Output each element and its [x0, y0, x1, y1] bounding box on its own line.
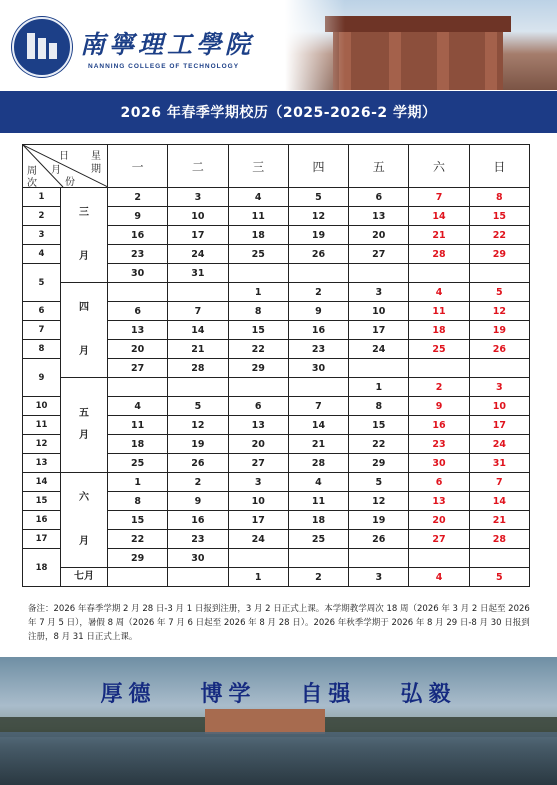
date-cell-weekend: 5: [469, 568, 529, 587]
date-cell: 25: [108, 454, 168, 473]
date-cell: 2: [288, 568, 348, 587]
corner-label-week: 周: [27, 166, 37, 177]
date-cell: 22: [349, 435, 409, 454]
month-cell-march: [61, 188, 108, 283]
month-label: 五 月: [79, 408, 89, 441]
school-calendar-table: [22, 144, 530, 587]
month-label: 三 月: [79, 207, 89, 262]
date-cell: 31: [168, 264, 228, 283]
week-number-cell: 6: [23, 302, 61, 321]
month-cell-june: [61, 473, 108, 568]
date-cell: 23: [108, 245, 168, 264]
table-row: [23, 378, 530, 397]
date-cell: 8: [228, 302, 288, 321]
date-cell: 16: [168, 511, 228, 530]
date-cell: [108, 568, 168, 587]
date-cell: 26: [349, 530, 409, 549]
date-cell-weekend: 3: [469, 378, 529, 397]
date-cell: 18: [288, 511, 348, 530]
date-cell: 27: [108, 359, 168, 378]
date-cell: 8: [349, 397, 409, 416]
date-cell: [288, 549, 348, 568]
date-cell: 30: [288, 359, 348, 378]
date-cell: 24: [349, 340, 409, 359]
date-cell: 11: [228, 207, 288, 226]
date-cell: 18: [108, 435, 168, 454]
date-cell: 15: [349, 416, 409, 435]
week-number-cell: 14: [23, 473, 61, 492]
week-number-cell: 16: [23, 511, 61, 530]
date-cell: 13: [228, 416, 288, 435]
date-cell-weekend: 15: [469, 207, 529, 226]
date-cell: 9: [288, 302, 348, 321]
table-header-row: [23, 145, 530, 188]
date-cell: [288, 378, 348, 397]
date-cell: 17: [349, 321, 409, 340]
date-cell-weekend: 4: [409, 283, 469, 302]
date-cell-weekend: 24: [469, 435, 529, 454]
date-cell: 22: [228, 340, 288, 359]
date-cell: 18: [228, 226, 288, 245]
date-cell: [108, 283, 168, 302]
date-cell: 29: [228, 359, 288, 378]
month-cell-may: [61, 378, 108, 473]
date-cell: 27: [228, 454, 288, 473]
date-cell: 16: [288, 321, 348, 340]
date-cell-weekend: 21: [409, 226, 469, 245]
date-cell: 3: [228, 473, 288, 492]
motto-word: 博学: [200, 682, 257, 707]
date-cell: 16: [108, 226, 168, 245]
date-cell: 17: [228, 511, 288, 530]
date-cell: [349, 549, 409, 568]
date-cell-weekend: 28: [469, 530, 529, 549]
campus-lake-photo-footer: [0, 657, 557, 785]
date-cell: 7: [168, 302, 228, 321]
date-cell-weekend: 2: [409, 378, 469, 397]
school-motto: [0, 677, 557, 708]
date-cell: 26: [288, 245, 348, 264]
date-cell: [228, 549, 288, 568]
date-cell: 27: [349, 245, 409, 264]
date-cell: 24: [228, 530, 288, 549]
date-cell-weekend: [409, 264, 469, 283]
date-cell-weekend: [409, 359, 469, 378]
month-cell-april: [61, 283, 108, 378]
date-cell: 20: [228, 435, 288, 454]
month-label: 六 月: [79, 492, 89, 547]
school-name-cn: 南寧理工學院: [80, 30, 255, 59]
date-cell: 3: [168, 188, 228, 207]
date-cell: 1: [228, 283, 288, 302]
date-cell: 13: [108, 321, 168, 340]
date-cell-weekend: [409, 549, 469, 568]
corner-label-ci: 次: [27, 178, 37, 189]
date-cell-weekend: 4: [409, 568, 469, 587]
date-cell-weekend: 23: [409, 435, 469, 454]
date-cell-weekend: 28: [409, 245, 469, 264]
table-row: [23, 188, 530, 207]
date-cell-weekend: [469, 549, 529, 568]
date-cell: 15: [228, 321, 288, 340]
date-cell: [228, 378, 288, 397]
date-cell: 28: [168, 359, 228, 378]
week-number-cell: 17: [23, 530, 61, 549]
date-cell: 7: [288, 397, 348, 416]
date-cell-weekend: 6: [409, 473, 469, 492]
weekday-header-sat: 六: [409, 145, 469, 188]
date-cell: 13: [349, 207, 409, 226]
date-cell: 2: [288, 283, 348, 302]
weekday-header-thu: 四: [288, 145, 348, 188]
week-number-cell: 3: [23, 226, 61, 245]
date-cell: 9: [168, 492, 228, 511]
date-cell: 8: [108, 492, 168, 511]
date-cell: 19: [288, 226, 348, 245]
date-cell: 5: [288, 188, 348, 207]
date-cell: 9: [108, 207, 168, 226]
date-cell-weekend: 21: [469, 511, 529, 530]
date-cell: 4: [288, 473, 348, 492]
week-number-cell: 11: [23, 416, 61, 435]
page-header: [0, 0, 557, 90]
date-cell: 30: [108, 264, 168, 283]
school-name-en: NANNING COLLEGE OF TECHNOLOGY: [88, 63, 240, 70]
date-cell: 5: [168, 397, 228, 416]
week-number-cell: 2: [23, 207, 61, 226]
week-number-cell: 12: [23, 435, 61, 454]
date-cell-weekend: 14: [409, 207, 469, 226]
corner-label-qi: 期: [91, 164, 101, 175]
month-label: 四 月: [79, 302, 89, 357]
date-cell: 6: [349, 188, 409, 207]
date-cell-weekend: 25: [409, 340, 469, 359]
date-cell: 2: [168, 473, 228, 492]
date-cell: 3: [349, 283, 409, 302]
footer-lake: [0, 732, 557, 785]
date-cell: 6: [108, 302, 168, 321]
corner-label-month: 月: [51, 165, 61, 176]
date-cell: 20: [349, 226, 409, 245]
date-cell: 10: [349, 302, 409, 321]
date-cell-weekend: 19: [469, 321, 529, 340]
table-row: [23, 568, 530, 587]
date-cell: 20: [108, 340, 168, 359]
weekday-header-tue: 二: [168, 145, 228, 188]
date-cell: 2: [108, 188, 168, 207]
date-cell: 11: [108, 416, 168, 435]
table-row: [23, 473, 530, 492]
calendar-title-band: [0, 91, 557, 133]
month-cell-july: 七月: [61, 568, 108, 587]
calendar-note: 备注：2026 年春季学期 2 月 28 日-3 月 1 日报到注册，3 月 2 日正式上课。本学期教学周次 18 周（2026 年 3 月 2 日起至 2026 年 7 月 5 日），暑假 8 周（2026 年 7 月 6 日起至 2026 年 8 月 28 日）。2026 年秋季学期于 2026 年 8 月 29 日-8 月 30 日报到注册，8 月 31 日正式上课。: [28, 604, 530, 642]
date-cell: [288, 264, 348, 283]
date-cell: [349, 264, 409, 283]
date-cell: 30: [168, 549, 228, 568]
weekday-header-sun: 日: [469, 145, 529, 188]
date-cell-weekend: 8: [469, 188, 529, 207]
table-corner-cell: [23, 145, 108, 188]
date-cell: [108, 378, 168, 397]
date-cell: 10: [228, 492, 288, 511]
date-cell: 1: [228, 568, 288, 587]
weekday-header-fri: 五: [349, 145, 409, 188]
date-cell: 10: [168, 207, 228, 226]
date-cell: 19: [349, 511, 409, 530]
weekday-header-mon: 一: [108, 145, 168, 188]
date-cell-weekend: 31: [469, 454, 529, 473]
date-cell-weekend: 20: [409, 511, 469, 530]
week-number-cell: 13: [23, 454, 61, 473]
date-cell: 4: [228, 188, 288, 207]
footer-building: [205, 709, 325, 734]
date-cell-weekend: [469, 264, 529, 283]
date-cell-weekend: 30: [409, 454, 469, 473]
date-cell: [168, 283, 228, 302]
date-cell: 4: [108, 397, 168, 416]
date-cell-weekend: [469, 359, 529, 378]
date-cell: 12: [349, 492, 409, 511]
date-cell-weekend: 14: [469, 492, 529, 511]
date-cell: 15: [108, 511, 168, 530]
date-cell-weekend: 17: [469, 416, 529, 435]
date-cell: 21: [168, 340, 228, 359]
date-cell-weekend: 26: [469, 340, 529, 359]
date-cell: 11: [288, 492, 348, 511]
week-number-cell: 5: [23, 264, 61, 302]
date-cell: 22: [108, 530, 168, 549]
date-cell: 24: [168, 245, 228, 264]
date-cell: 25: [228, 245, 288, 264]
date-cell-weekend: 11: [409, 302, 469, 321]
week-number-cell: 1: [23, 188, 61, 207]
date-cell-weekend: 16: [409, 416, 469, 435]
date-cell-weekend: 9: [409, 397, 469, 416]
week-number-cell: 9: [23, 359, 61, 397]
date-cell: 21: [288, 435, 348, 454]
table-row: [23, 283, 530, 302]
date-cell-weekend: 5: [469, 283, 529, 302]
week-number-cell: 18: [23, 549, 61, 587]
date-cell: 6: [228, 397, 288, 416]
date-cell: 14: [168, 321, 228, 340]
date-cell: 14: [288, 416, 348, 435]
date-cell: 25: [288, 530, 348, 549]
school-emblem-logo: [12, 17, 72, 77]
date-cell: 23: [168, 530, 228, 549]
date-cell: [168, 568, 228, 587]
date-cell-weekend: 7: [409, 188, 469, 207]
date-cell-weekend: 12: [469, 302, 529, 321]
date-cell-weekend: 7: [469, 473, 529, 492]
week-number-cell: 8: [23, 340, 61, 359]
date-cell: 1: [349, 378, 409, 397]
weekday-header-wed: 三: [228, 145, 288, 188]
corner-label-xing: 星: [91, 151, 101, 162]
week-number-cell: 15: [23, 492, 61, 511]
date-cell: 26: [168, 454, 228, 473]
date-cell-weekend: 18: [409, 321, 469, 340]
date-cell: 12: [288, 207, 348, 226]
date-cell-weekend: 22: [469, 226, 529, 245]
date-cell-weekend: 10: [469, 397, 529, 416]
date-cell: 19: [168, 435, 228, 454]
date-cell: 17: [168, 226, 228, 245]
corner-label-day: 日: [59, 151, 69, 162]
corner-label-fen: 份: [65, 177, 75, 188]
date-cell: 28: [288, 454, 348, 473]
date-cell: 3: [349, 568, 409, 587]
week-number-cell: 4: [23, 245, 61, 264]
date-cell-weekend: 27: [409, 530, 469, 549]
date-cell: 23: [288, 340, 348, 359]
motto-word: 弘毅: [400, 682, 457, 707]
date-cell: [228, 264, 288, 283]
date-cell-weekend: 29: [469, 245, 529, 264]
date-cell: [349, 359, 409, 378]
date-cell-weekend: 13: [409, 492, 469, 511]
motto-word: 自强: [300, 682, 357, 707]
date-cell: 12: [168, 416, 228, 435]
week-number-cell: 10: [23, 397, 61, 416]
calendar-title: 2026 年春季学期校历（2025-2026-2 学期）: [120, 105, 437, 121]
campus-gate-photo: [285, 0, 557, 90]
date-cell: 29: [108, 549, 168, 568]
date-cell: 5: [349, 473, 409, 492]
date-cell: 1: [108, 473, 168, 492]
week-number-cell: 7: [23, 321, 61, 340]
date-cell: [168, 378, 228, 397]
date-cell: 29: [349, 454, 409, 473]
motto-word: 厚德: [100, 682, 157, 707]
